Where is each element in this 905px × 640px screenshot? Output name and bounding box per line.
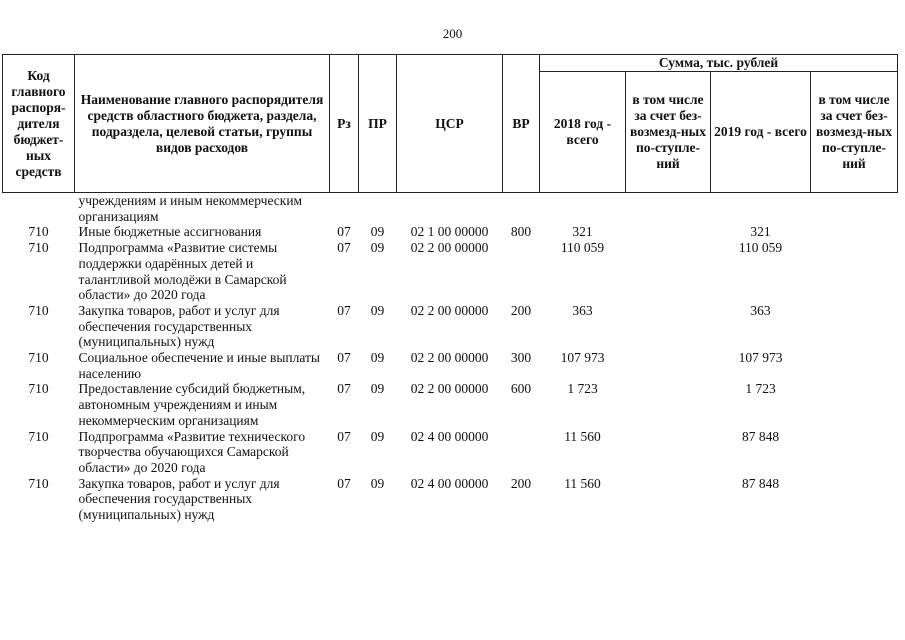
cell-name: Закупка товаров, работ и услуг для обеспечения государственных (муниципальных) нужд xyxy=(78,475,280,523)
cell-csr: 02 2 00 00000 xyxy=(410,302,489,318)
table-row xyxy=(3,240,898,303)
cell-code: 710 xyxy=(28,381,49,397)
cell-free18 xyxy=(626,240,711,303)
header-sum: Сумма, тыс. рублей xyxy=(540,55,898,72)
cell-code: 710 xyxy=(28,350,49,366)
cell-code: 710 xyxy=(28,240,49,256)
cell-y19: 107 973 xyxy=(738,350,783,366)
cell-y18: 11 560 xyxy=(564,475,601,491)
cell-vr xyxy=(503,429,540,476)
cell-rz: 07 xyxy=(337,302,351,318)
cell-free19 xyxy=(811,429,898,476)
cell-y18: 1 723 xyxy=(567,381,598,397)
cell-free18 xyxy=(626,303,711,350)
cell-rz: 07 xyxy=(337,381,351,397)
cell-code xyxy=(3,193,75,225)
cell-free19 xyxy=(811,476,898,523)
table-header xyxy=(3,55,898,193)
cell-pr: 09 xyxy=(370,350,385,366)
cell-csr xyxy=(397,193,503,225)
cell-free18 xyxy=(626,193,711,225)
cell-name: Закупка товаров, работ и услуг для обеспечения государственных (муниципальных) нужд xyxy=(78,302,280,350)
cell-csr: 02 2 00 00000 xyxy=(410,381,489,397)
cell-csr: 02 4 00 00000 xyxy=(410,475,489,491)
cell-name: Иные бюджетные ассигнования xyxy=(78,224,262,240)
budget-table xyxy=(2,54,898,523)
cell-y19 xyxy=(711,193,811,225)
cell-vr xyxy=(503,240,540,303)
cell-free19 xyxy=(811,350,898,381)
cell-pr: 09 xyxy=(370,240,385,256)
cell-rz: 07 xyxy=(337,240,351,256)
table-row xyxy=(3,381,898,428)
cell-pr: 09 xyxy=(370,224,385,240)
cell-free18 xyxy=(626,350,711,381)
cell-vr: 600 xyxy=(510,381,532,397)
cell-y18: 107 973 xyxy=(560,350,605,366)
header-vr: ВР xyxy=(503,55,540,193)
cell-rz: 07 xyxy=(337,224,351,240)
table-body xyxy=(3,193,898,523)
table-row xyxy=(3,193,898,225)
cell-name: учреждениям и иным некоммерческим организациям xyxy=(78,193,303,224)
cell-name: Предоставление субсидий бюджетным, автономным учреждениям и иным некоммерческим организациям xyxy=(78,381,306,428)
header-2019-total: 2019 год - всего xyxy=(711,72,811,193)
cell-y18: 363 xyxy=(572,302,593,318)
cell-y19: 321 xyxy=(750,224,771,240)
header-rz: Рз xyxy=(330,55,359,193)
cell-csr: 02 1 00 00000 xyxy=(410,224,489,240)
table-row xyxy=(3,224,898,240)
cell-pr: 09 xyxy=(370,302,385,318)
cell-y18: 11 560 xyxy=(564,428,601,444)
cell-free19 xyxy=(811,240,898,303)
cell-vr: 300 xyxy=(510,350,532,366)
header-code: Код главного распоря-дителя бюджет-ных средств xyxy=(3,55,75,193)
cell-pr xyxy=(359,193,397,225)
table-row xyxy=(3,303,898,350)
cell-free18 xyxy=(626,381,711,428)
cell-name: Социальное обеспечение и иные выплаты населению xyxy=(78,350,320,381)
cell-name: Подпрограмма «Развитие системы поддержки одарённых детей и талантливой молодёжи в Самарской области» до 2020 года xyxy=(78,240,287,303)
header-csr: ЦСР xyxy=(397,55,503,193)
cell-free19 xyxy=(811,381,898,428)
cell-rz: 07 xyxy=(337,350,351,366)
table-row xyxy=(3,350,898,381)
header-2019-free: в том числе за счет без-возмезд-ных по-ступле-ний xyxy=(811,72,898,193)
table-row xyxy=(3,429,898,476)
cell-csr: 02 2 00 00000 xyxy=(410,240,489,256)
cell-y19: 110 059 xyxy=(738,240,783,256)
cell-pr: 09 xyxy=(370,428,385,444)
cell-free19 xyxy=(811,193,898,225)
header-2018-free: в том числе за счет без-возмезд-ных по-ступле-ний xyxy=(626,72,711,193)
cell-code: 710 xyxy=(28,428,49,444)
cell-free18 xyxy=(626,224,711,240)
cell-vr: 200 xyxy=(510,475,532,491)
cell-vr: 200 xyxy=(510,302,532,318)
cell-y19: 87 848 xyxy=(741,475,780,491)
cell-name: Подпрограмма «Развитие технического творчества обучающихся Самарской области» до 2020 года xyxy=(78,428,306,475)
cell-rz xyxy=(330,193,359,225)
cell-free19 xyxy=(811,303,898,350)
cell-vr: 800 xyxy=(510,224,532,240)
header-2018-total: 2018 год - всего xyxy=(540,72,626,193)
cell-y18 xyxy=(540,193,626,225)
cell-y19: 1 723 xyxy=(745,381,776,397)
cell-csr: 02 4 00 00000 xyxy=(410,428,489,444)
cell-rz: 07 xyxy=(337,428,351,444)
cell-code: 710 xyxy=(28,302,49,318)
cell-code: 710 xyxy=(28,475,49,491)
page-number: 200 xyxy=(442,26,463,41)
header-name: Наименование главного распорядителя средств областного бюджета, раздела, подраздела, целевой статьи, группы видов расходов xyxy=(75,55,330,193)
table-row xyxy=(3,476,898,523)
cell-pr: 09 xyxy=(370,381,385,397)
cell-free19 xyxy=(811,224,898,240)
header-pr: ПР xyxy=(359,55,397,193)
cell-free18 xyxy=(626,476,711,523)
cell-y18: 321 xyxy=(572,224,593,240)
cell-y18: 110 059 xyxy=(560,240,605,256)
cell-y19: 87 848 xyxy=(741,428,780,444)
cell-vr xyxy=(503,193,540,225)
cell-pr: 09 xyxy=(370,475,385,491)
cell-rz: 07 xyxy=(337,475,351,491)
cell-csr: 02 2 00 00000 xyxy=(410,350,489,366)
cell-code: 710 xyxy=(28,224,49,240)
cell-y19: 363 xyxy=(750,302,771,318)
cell-free18 xyxy=(626,429,711,476)
